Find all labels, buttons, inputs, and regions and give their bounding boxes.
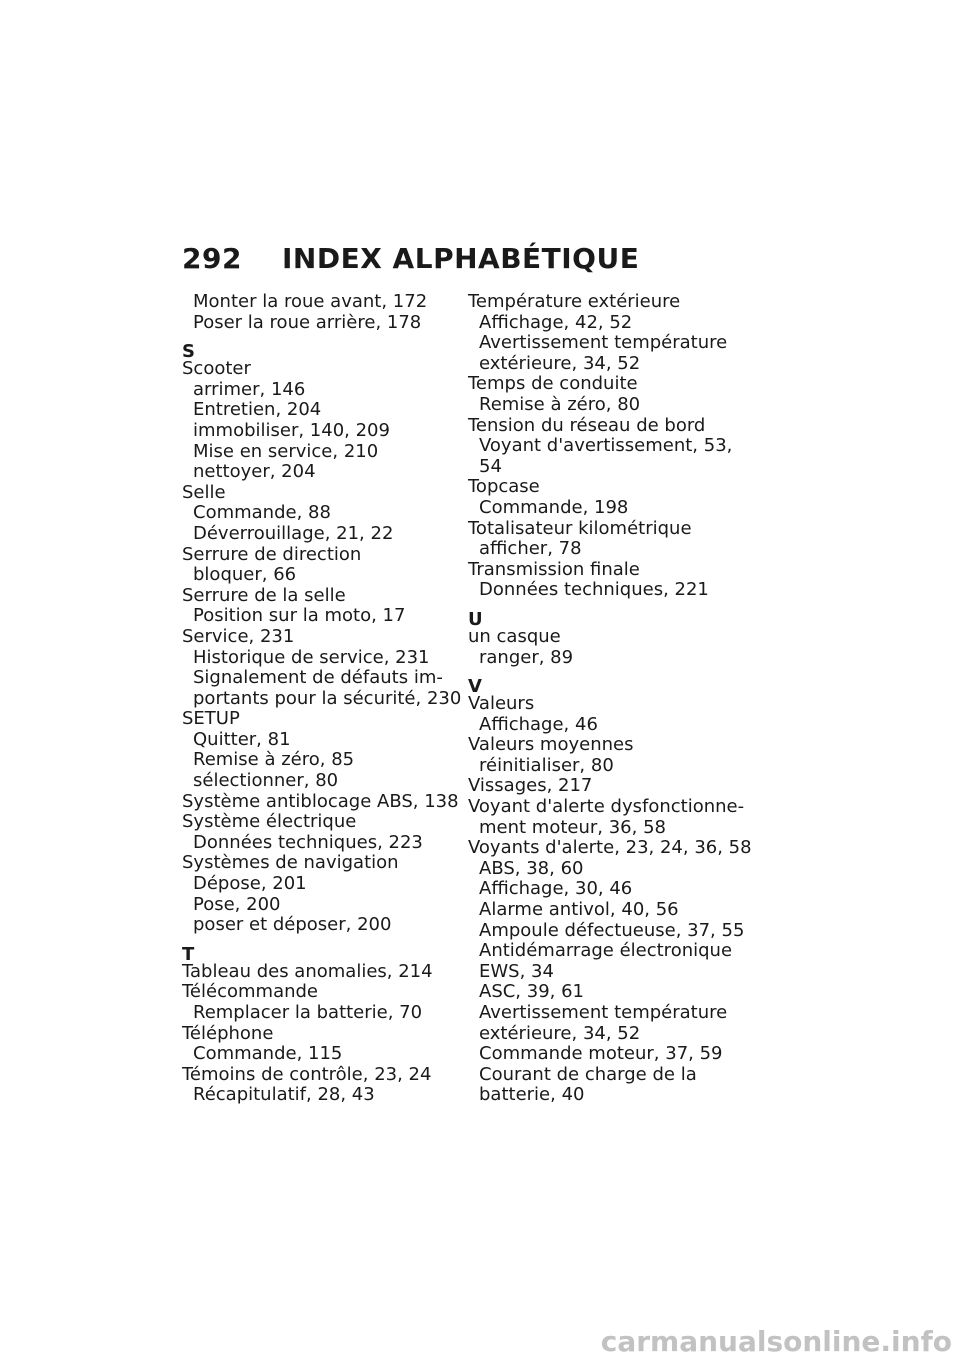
- index-subentry: Monter la roue avant, 172: [193, 291, 428, 312]
- index-subentry: Commande, 88: [193, 502, 331, 524]
- page-number: 292: [182, 242, 242, 275]
- index-subentry: Remise à zéro, 80: [479, 393, 641, 415]
- index-entry: Systèmes de navigation: [182, 852, 399, 874]
- index-subentry: ment moteur, 36, 58: [479, 816, 666, 838]
- index-entry: Tension du réseau de bord: [468, 414, 706, 436]
- index-entry: Vissages, 217: [468, 775, 593, 797]
- index-entry: SETUP: [182, 708, 240, 730]
- index-subentry: immobiliser, 140, 209: [193, 419, 390, 441]
- page-header: [182, 242, 639, 275]
- index-column-right: [468, 291, 752, 1106]
- index-subentry: Avertissement température: [479, 1002, 728, 1023]
- index-subentry: portants pour la sécurité, 230: [193, 687, 462, 709]
- index-subentry: réinitialiser, 80: [479, 754, 614, 776]
- index-subentry: Antidémarrage électronique: [479, 940, 733, 962]
- index-subentry: nettoyer, 204: [193, 461, 316, 483]
- index-subentry: Dépose, 201: [193, 873, 307, 895]
- index-subentry: Commande, 198: [479, 496, 629, 518]
- index-subentry: Position sur la moto, 17: [193, 605, 406, 627]
- index-subentry: ranger, 89: [479, 646, 574, 668]
- index-subentry: Avertissement température: [479, 332, 728, 354]
- index-subentry: EWS, 34: [479, 960, 554, 982]
- index-subentry: Historique de service, 231: [193, 646, 430, 668]
- index-subentry: Remplacer la batterie, 70: [193, 1002, 423, 1023]
- index-subentry: Commande, 115: [193, 1043, 343, 1065]
- index-entry: Valeurs moyennes: [468, 734, 634, 756]
- index-subentry: Affichage, 42, 52: [479, 311, 633, 333]
- index-entry: Température extérieure: [468, 291, 681, 312]
- index-subentry: Déverrouillage, 21, 22: [193, 522, 394, 544]
- index-subentry: afficher, 78: [479, 538, 582, 560]
- index-section-letter: U: [468, 608, 483, 630]
- index-section-letter: T: [182, 943, 195, 965]
- index-entry: un casque: [468, 625, 561, 647]
- index-section-letter: S: [182, 341, 195, 363]
- index-entry: Temps de conduite: [468, 373, 638, 395]
- index-subentry: poser et déposer, 200: [193, 914, 392, 936]
- index-subentry: Voyant d'avertissement, 53,: [479, 435, 733, 457]
- index-subentry: ASC, 39, 61: [479, 981, 585, 1003]
- index-entry: Voyants d'alerte, 23, 24, 36, 58: [468, 837, 752, 859]
- index-entry: Transmission finale: [468, 558, 640, 580]
- index-section-letter: V: [468, 676, 482, 698]
- index-subentry: extérieure, 34, 52: [479, 352, 641, 374]
- index-subentry: Alarme antivol, 40, 56: [479, 899, 679, 921]
- index-entry: Serrure de direction: [182, 543, 362, 565]
- watermark: carmanualsonline.info: [600, 1325, 952, 1358]
- index-entry: Voyant d'alerte dysfonctionne-: [468, 796, 745, 818]
- index-entry: Témoins de contrôle, 23, 24: [182, 1063, 432, 1085]
- index-subentry: arrimer, 146: [193, 378, 306, 400]
- index-entry: Valeurs: [468, 693, 535, 715]
- index-subentry: ABS, 38, 60: [479, 857, 584, 879]
- index-entry: Serrure de la selle: [182, 584, 346, 606]
- index-subentry: 54: [479, 455, 502, 477]
- index-entry: Télécommande: [182, 981, 319, 1003]
- index-subentry: Entretien, 204: [193, 399, 322, 421]
- index-subentry: Remise à zéro, 85: [193, 749, 355, 771]
- index-entry: Téléphone: [182, 1022, 274, 1044]
- index-entry: Système électrique: [182, 811, 357, 833]
- page-title: INDEX ALPHABÉTIQUE: [282, 242, 640, 275]
- index-subentry: Données techniques, 221: [479, 579, 709, 601]
- index-entry: Service, 231: [182, 625, 295, 647]
- index-entry: Totalisateur kilométrique: [468, 517, 692, 539]
- index-subentry: Poser la roue arrière, 178: [193, 311, 422, 333]
- index-subentry: Données techniques, 223: [193, 831, 423, 853]
- index-subentry: Courant de charge de la: [479, 1063, 697, 1085]
- index-entry: Système antiblocage ABS, 138: [182, 790, 459, 812]
- index-subentry: Quitter, 81: [193, 728, 291, 750]
- index-entry: Topcase: [468, 476, 540, 498]
- index-subentry: Ampoule défectueuse, 37, 55: [479, 919, 745, 941]
- index-entry: Tableau des anomalies, 214: [182, 960, 433, 982]
- index-subentry: Récapitulatif, 28, 43: [193, 1084, 375, 1106]
- index-subentry: Affichage, 46: [479, 713, 598, 735]
- index-subentry: Signalement de défauts im-: [193, 667, 443, 689]
- index-entry: Selle: [182, 481, 226, 503]
- index-subentry: extérieure, 34, 52: [479, 1022, 641, 1044]
- index-column-left: [182, 291, 462, 1106]
- index-subentry: bloquer, 66: [193, 564, 297, 586]
- index-entry: Scooter: [182, 358, 251, 380]
- index-subentry: Pose, 200: [193, 893, 281, 915]
- index-subentry: Mise en service, 210: [193, 440, 379, 462]
- index-subentry: sélectionner, 80: [193, 770, 339, 792]
- index-subentry: Commande moteur, 37, 59: [479, 1043, 723, 1065]
- index-subentry: batterie, 40: [479, 1084, 585, 1106]
- index-subentry: Affichage, 30, 46: [479, 878, 633, 900]
